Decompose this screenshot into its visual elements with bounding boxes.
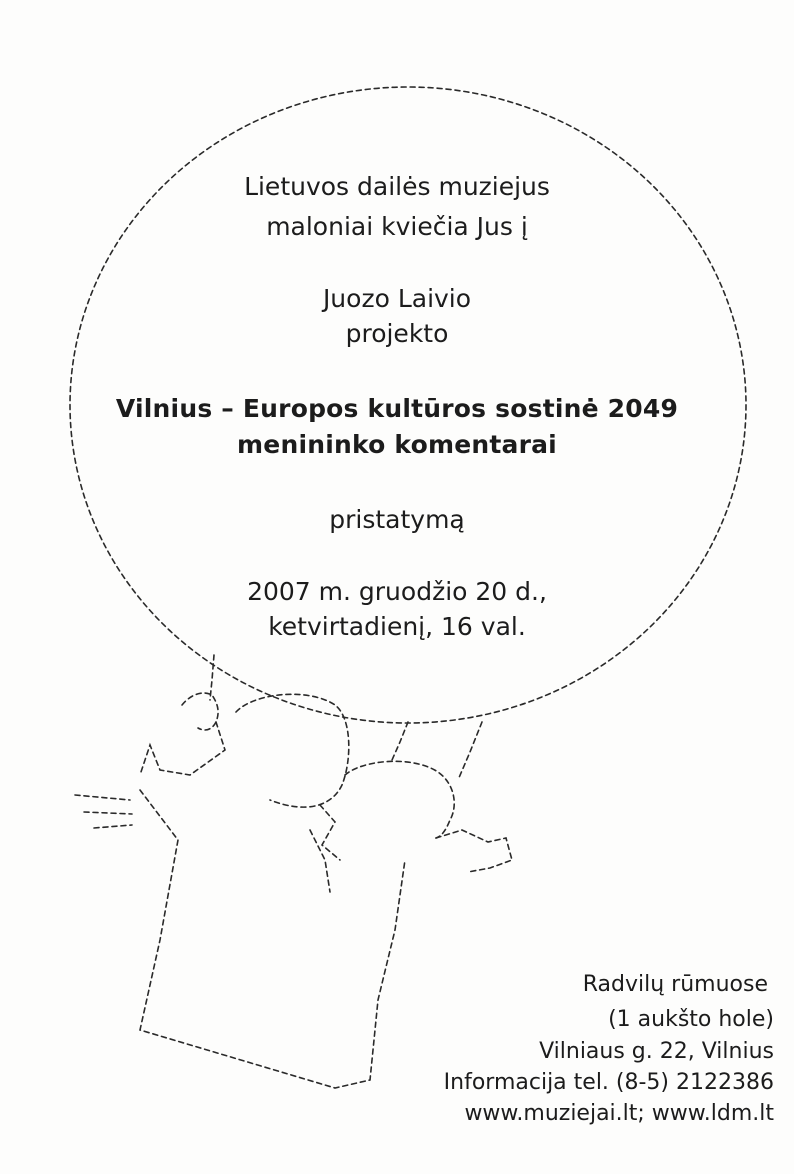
figure-body bbox=[140, 790, 405, 1088]
figure-head bbox=[236, 694, 349, 807]
invite-text: maloniai kviečia Jus į bbox=[266, 212, 528, 241]
project-title: Vilnius – Europos kultūros sostinė 2049 bbox=[115, 394, 679, 423]
presentation-label: pristatymą bbox=[329, 505, 465, 534]
event-date: 2007 m. gruodžio 20 d., bbox=[247, 577, 547, 606]
balloon-string-center bbox=[392, 722, 408, 760]
motion-line-3 bbox=[94, 825, 132, 828]
figure-raised-hand bbox=[182, 693, 218, 730]
project-label: projekto bbox=[345, 319, 449, 348]
author-name: Juozo Laivio bbox=[322, 284, 472, 313]
motion-line-2 bbox=[84, 812, 132, 814]
museum-name: Lietuvos dailės muziejus bbox=[244, 172, 550, 201]
motion-line-1 bbox=[75, 795, 130, 800]
small-figure-arm bbox=[436, 830, 512, 872]
venue-websites: www.muziejai.lt; www.ldm.lt bbox=[464, 1101, 774, 1126]
figure-arm bbox=[140, 722, 225, 775]
project-subtitle: menininko komentarai bbox=[237, 430, 557, 459]
balloon-string-right bbox=[458, 722, 482, 780]
balloon-string-left bbox=[210, 655, 214, 700]
small-figure-head bbox=[345, 761, 454, 838]
event-time: ketvirtadienį, 16 val. bbox=[268, 612, 526, 641]
small-figure-collar bbox=[320, 805, 340, 860]
venue-phone: Informacija tel. (8-5) 2122386 bbox=[443, 1070, 774, 1095]
venue-address: Vilniaus g. 22, Vilnius bbox=[539, 1039, 774, 1064]
venue-floor: (1 aukšto hole) bbox=[608, 1007, 774, 1032]
venue-place: Radvilų rūmuose bbox=[582, 972, 768, 997]
figure-shoulder bbox=[310, 830, 330, 892]
